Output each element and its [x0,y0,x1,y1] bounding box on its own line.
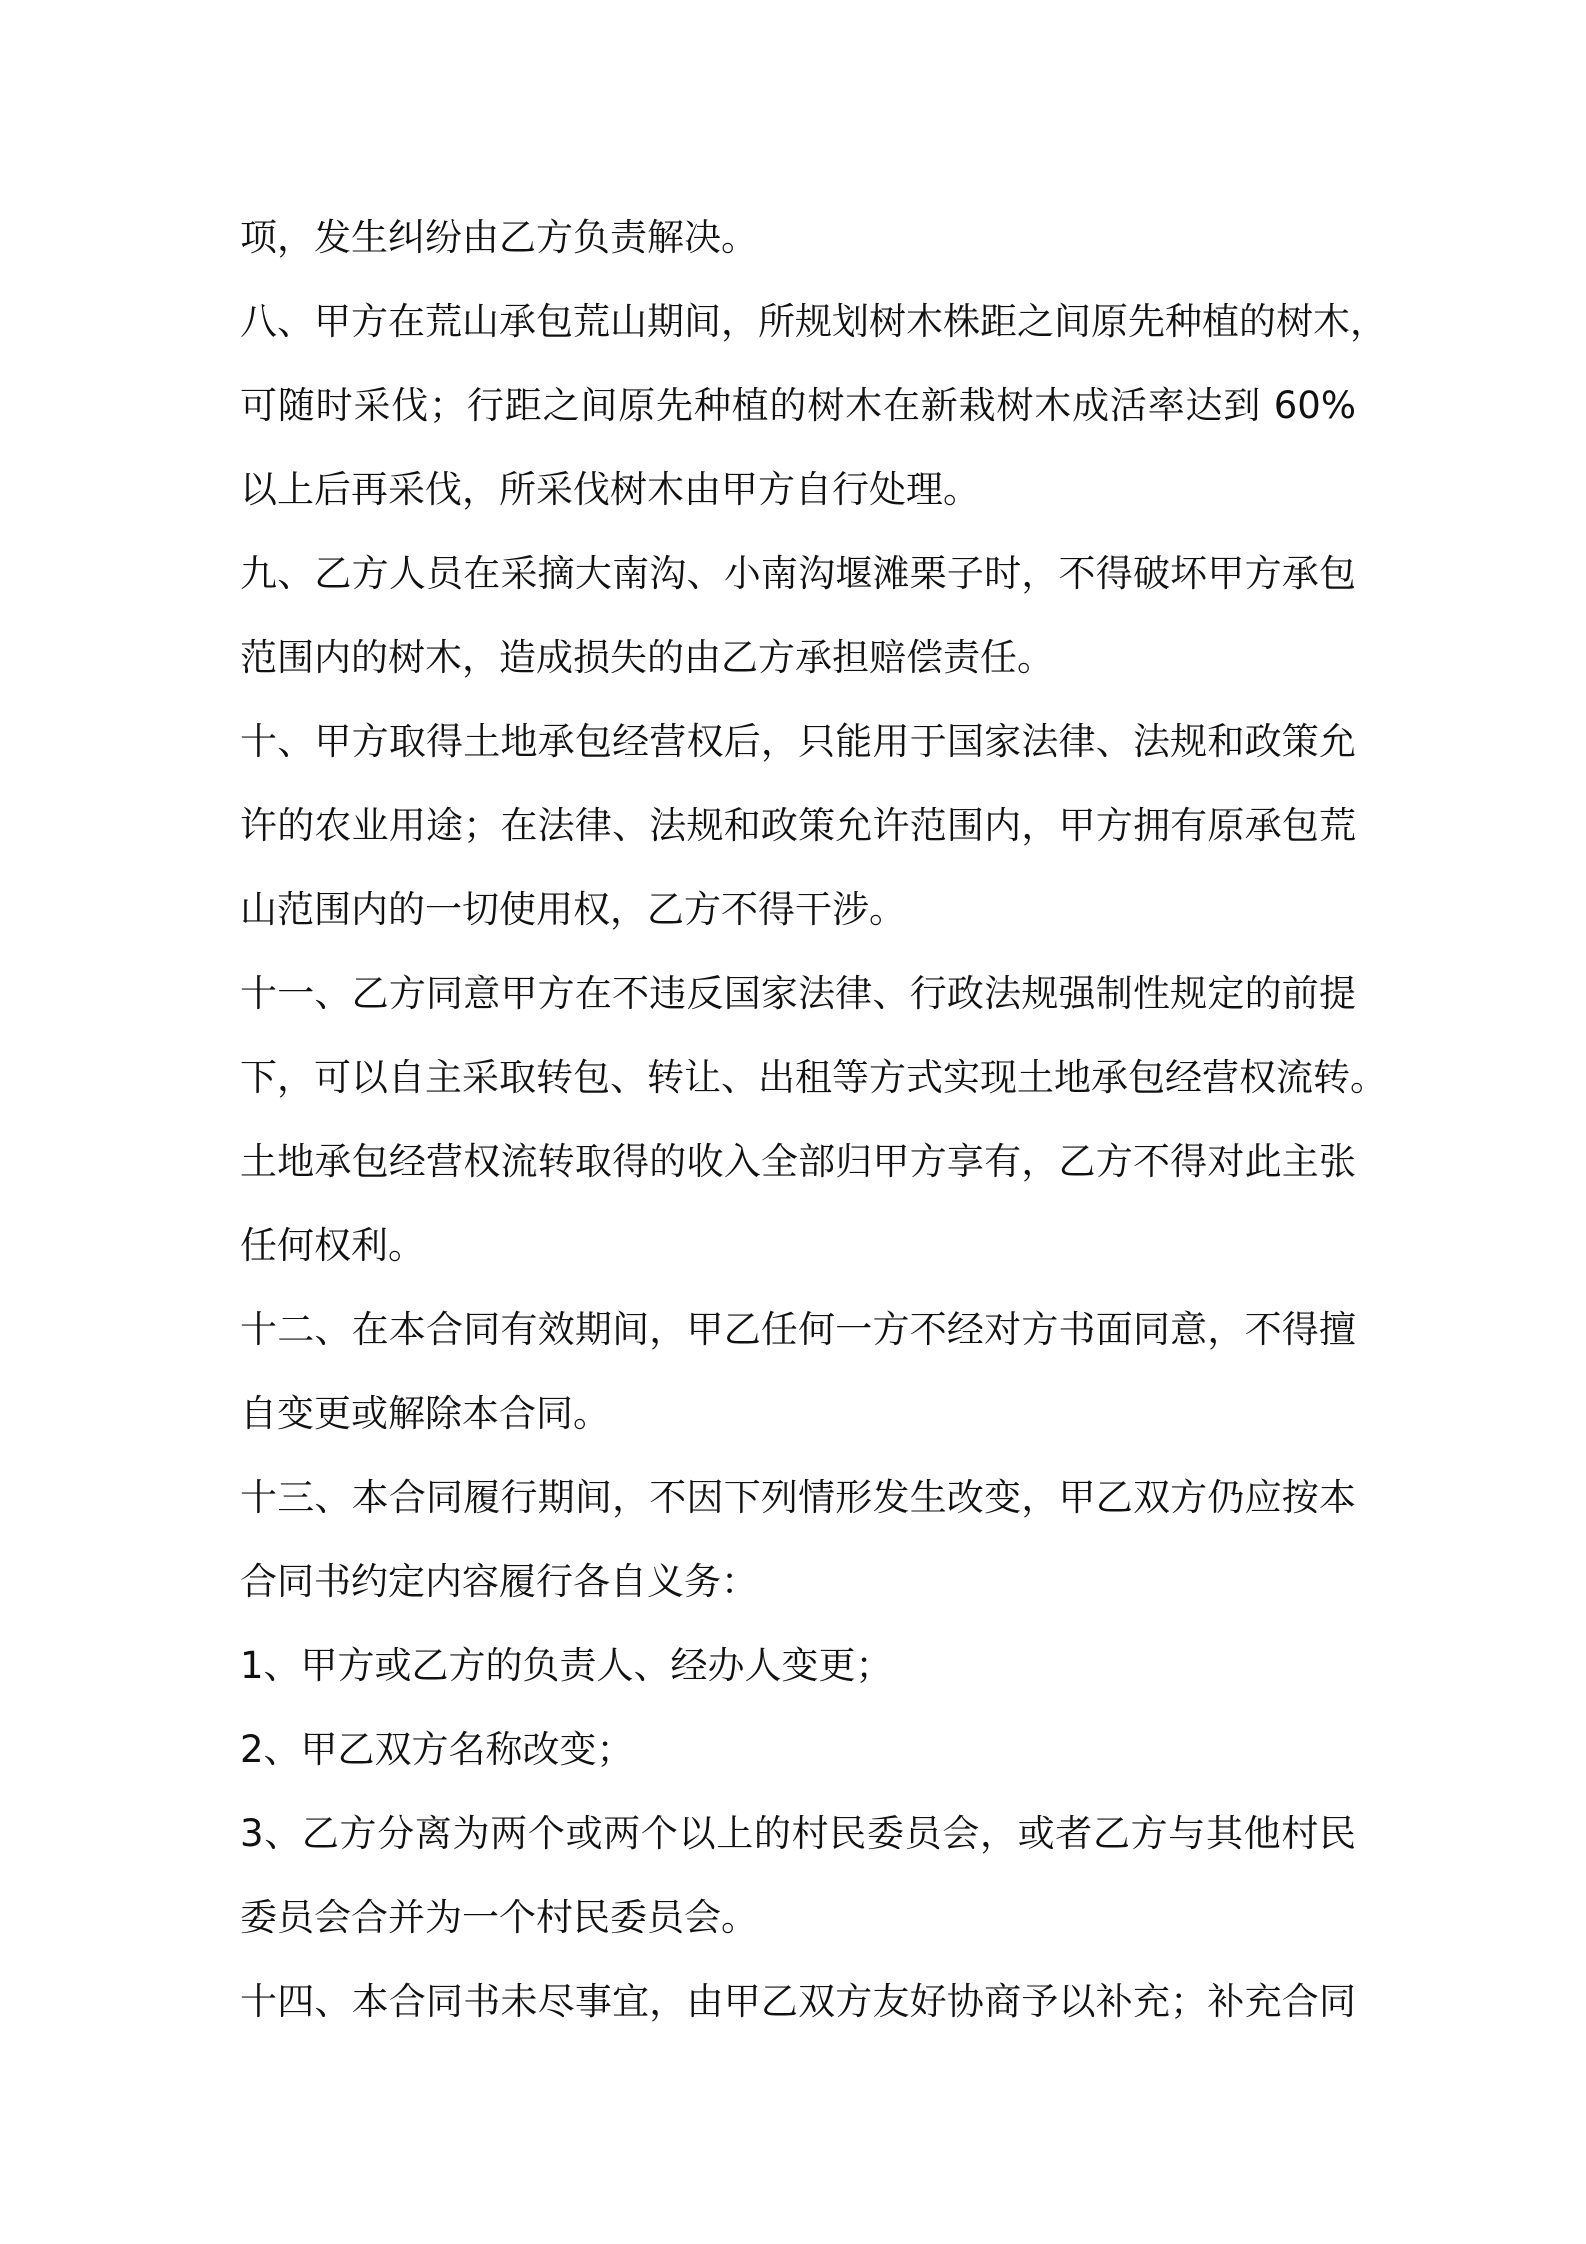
text-line: 项，发生纠纷由乙方负责解决。 [240,216,758,259]
text-line: 十一、乙方同意甲方在不违反国家法律、行政法规强制性规定的前提 [240,972,1356,1015]
text-line: 2、甲乙双方名称改变； [240,1728,634,1771]
text-line: 以上后再采伐，所采伐树木由甲方自行处理。 [240,468,980,511]
text-line: 许的农业用途；在法律、法规和政策允许范围内，甲方拥有原承包荒 [240,804,1356,847]
text-line: 1、甲方或乙方的负责人、经办人变更； [240,1644,893,1687]
contract-text [240,196,1387,2044]
text-line: 十三、本合同履行期间，不因下列情形发生改变，甲乙双方仍应按本 [240,1476,1356,1519]
text-line: 3、乙方分离为两个或两个以上的村民委员会，或者乙方与其他村民 [240,1812,1356,1855]
text-line: 九、乙方人员在采摘大南沟、小南沟堰滩栗子时，不得破坏甲方承包 [240,552,1356,595]
text-line: 合同书约定内容履行各自义务： [240,1560,758,1603]
text-line: 土地承包经营权流转取得的收入全部归甲方享有，乙方不得对此主张 [240,1140,1356,1183]
text-line: 可随时采伐；行距之间原先种植的树木在新栽树木成活率达到 60% [240,384,1356,427]
text-line: 自变更或解除本合同。 [240,1392,610,1435]
text-line: 范围内的树木，造成损失的由乙方承担赔偿责任。 [240,636,1054,679]
text-line: 下，可以自主采取转包、转让、出租等方式实现土地承包经营权流转。 [240,1056,1387,1099]
text-line: 任何权利。 [240,1224,425,1267]
text-line: 八、甲方在荒山承包荒山期间，所规划树木株距之间原先种植的树木， [240,300,1387,343]
text-line: 十四、本合同书未尽事宜，由甲乙双方友好协商予以补充；补充合同 [240,1980,1356,2023]
text-line: 十、甲方取得土地承包经营权后，只能用于国家法律、法规和政策允 [240,720,1356,763]
text-line: 山范围内的一切使用权，乙方不得干涉。 [240,888,906,931]
text-line: 委员会合并为一个村民委员会。 [240,1896,758,1939]
text-line: 十二、在本合同有效期间，甲乙任何一方不经对方书面同意，不得擅 [240,1308,1356,1351]
